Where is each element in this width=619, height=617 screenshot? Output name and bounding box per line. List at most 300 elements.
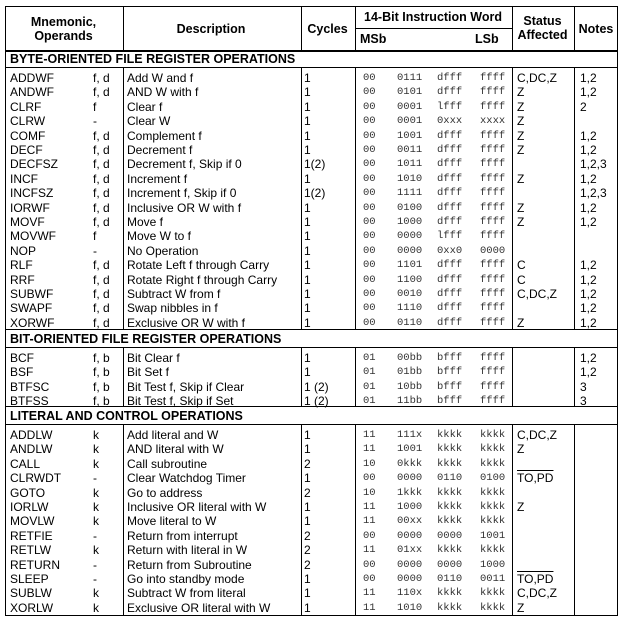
opcode-bits-4: ffff (480, 316, 506, 329)
opcode-bits-4: ffff (480, 100, 506, 113)
cycles-cell: 2 (304, 456, 311, 471)
rule-instruction-word (355, 28, 512, 29)
notes-cell: 1,2 (580, 351, 597, 365)
operands-cell: k (93, 514, 99, 529)
opcode-bits-3: bfff (437, 380, 463, 393)
table-row (5, 457, 618, 472)
rule-v-notes-1 (574, 67, 575, 329)
status-cell: Z (517, 128, 525, 143)
opcode-bits-3: dfff (437, 172, 463, 185)
operands-cell: k (93, 543, 99, 558)
rule-bit-title (5, 347, 618, 348)
opcode-bits-3: bfff (437, 352, 463, 364)
description-cell: Inclusive OR W with f (127, 200, 242, 215)
rule-v-word-3 (355, 424, 356, 615)
opcode-bits-4: ffff (480, 288, 506, 300)
opcode-bits-1: 11 (363, 515, 376, 528)
cycles-cell: 1 (304, 586, 311, 601)
opcode-bits-1: 00 (363, 230, 376, 243)
rule-v-cyc-1 (301, 67, 302, 329)
operands-cell: k (93, 456, 99, 471)
cycles-cell: 1(2) (304, 157, 326, 172)
table-row (5, 543, 618, 558)
operands-cell: f, d (93, 200, 110, 215)
opcode-bits-3: dfff (437, 316, 463, 329)
notes-cell: 1,2 (580, 258, 597, 273)
cycles-cell: 1 (304, 572, 311, 586)
description-cell: AND W with f (127, 85, 199, 100)
description-cell: Move f (127, 215, 164, 229)
table-row (5, 486, 618, 501)
opcode-bits-3: kkkk (437, 587, 463, 600)
opcode-bits-1: 10 (363, 457, 376, 470)
mnemonic-cell: BTFSC (10, 379, 50, 394)
description-cell: Decrement f, Skip if 0 (127, 157, 242, 172)
opcode-bits-3: dfff (437, 72, 463, 84)
cycles-cell: 1 (304, 114, 311, 129)
header-mnemonic-line1: Mnemonic, (30, 15, 97, 29)
opcode-bits-1: 00 (363, 201, 376, 214)
operands-cell: k (93, 600, 99, 615)
mnemonic-cell: BCF (10, 351, 34, 365)
header-notes: Notes (578, 22, 614, 36)
opcode-bits-4: 0100 (480, 472, 506, 485)
header-status (512, 14, 573, 42)
mnemonic-cell: NOP (10, 243, 37, 258)
status-cell: C,DC,Z (517, 428, 557, 442)
rule-v-cyc-h (301, 6, 302, 51)
notes-cell: 3 (580, 379, 587, 394)
cycles-cell: 1 (304, 272, 311, 287)
opcode-bits-2: 1010 (397, 601, 423, 614)
status-cell: C (517, 258, 526, 273)
opcode-bits-1: 01 (363, 395, 376, 408)
notes-cell: 1,2 (580, 301, 597, 316)
mnemonic-cell: CLRF (10, 99, 42, 114)
cycles-cell: 1 (304, 514, 311, 529)
rule-right (617, 6, 618, 616)
status-cell: Z (517, 442, 525, 457)
mnemonic-cell: XORLW (10, 600, 54, 615)
cycles-cell: 2 (304, 557, 311, 572)
opcode-bits-1: 11 (363, 429, 376, 441)
opcode-bits-2: 11bb (397, 395, 423, 408)
opcode-bits-4: ffff (480, 129, 506, 142)
mnemonic-cell: MOVLW (10, 514, 55, 529)
opcode-bits-2: 0000 (397, 472, 423, 485)
notes-cell: 1,2 (580, 315, 597, 330)
mnemonic-cell: INCFSZ (10, 186, 54, 201)
opcode-bits-2: 00bb (397, 352, 423, 364)
table-row (5, 471, 618, 486)
opcode-bits-2: 0010 (397, 288, 423, 300)
opcode-bits-2: 0000 (397, 573, 423, 585)
description-cell: Subtract W from f (127, 287, 221, 301)
opcode-bits-4: kkkk (480, 486, 506, 499)
opcode-bits-2: 1101 (397, 259, 423, 272)
table-row (5, 514, 618, 529)
mnemonic-cell: IORWF (10, 200, 50, 215)
operands-cell: f, d (93, 128, 110, 143)
opcode-bits-3: 0xx0 (437, 244, 463, 257)
operands-cell: - (93, 243, 97, 258)
section-title-bit: BIT-ORIENTED FILE REGISTER OPERATIONS (10, 332, 282, 346)
opcode-bits-1: 01 (363, 366, 376, 379)
mnemonic-cell: ANDLW (10, 442, 53, 457)
opcode-bits-4: ffff (480, 216, 506, 228)
table-row (5, 244, 618, 259)
opcode-bits-3: 0000 (437, 529, 463, 542)
opcode-bits-3: dfff (437, 288, 463, 300)
description-cell: Move literal to W (127, 514, 217, 529)
rule-bottom (5, 615, 618, 616)
mnemonic-cell: SUBWF (10, 287, 54, 301)
opcode-bits-4: ffff (480, 86, 506, 99)
opcode-bits-1: 00 (363, 244, 376, 257)
opcode-bits-1: 00 (363, 144, 376, 156)
description-cell: Clear f (127, 99, 163, 114)
table-row (5, 351, 618, 366)
opcode-bits-4: kkkk (480, 429, 506, 441)
header-cycles: Cycles (307, 22, 348, 36)
notes-cell: 1,2 (580, 128, 597, 143)
mnemonic-cell: RRF (10, 272, 35, 287)
opcode-bits-1: 00 (363, 187, 376, 200)
operands-cell: f, d (93, 287, 110, 301)
opcode-bits-4: ffff (480, 259, 506, 272)
opcode-bits-3: 0110 (437, 472, 463, 485)
opcode-bits-2: 0101 (397, 86, 423, 99)
opcode-bits-1: 00 (363, 172, 376, 185)
table-row (5, 500, 618, 515)
rule-v-notes-2 (574, 347, 575, 406)
opcode-bits-2: 0kkk (397, 457, 423, 470)
opcode-bits-4: kkkk (480, 587, 506, 600)
description-cell: Inclusive OR literal with W (127, 500, 267, 514)
opcode-bits-1: 00 (363, 259, 376, 272)
instruction-set-table (5, 6, 618, 616)
opcode-bits-4: ffff (480, 380, 506, 393)
operands-cell: f, d (93, 215, 110, 229)
notes-cell: 1,2 (580, 215, 597, 229)
table-row (5, 186, 618, 201)
description-cell: AND literal with W (127, 442, 224, 457)
cycles-cell: 1 (2) (304, 379, 329, 394)
table-row (5, 143, 618, 158)
description-cell: Rotate Right f through Carry (127, 272, 278, 287)
rule-header-bottom (5, 50, 618, 52)
opcode-bits-3: dfff (437, 86, 463, 99)
opcode-bits-2: 0001 (397, 115, 423, 128)
opcode-bits-1: 11 (363, 587, 376, 600)
header-status-line1: Status (523, 14, 562, 28)
opcode-bits-3: 0xxx (437, 115, 463, 128)
opcode-bits-3: kkkk (437, 601, 463, 614)
status-cell: Z (517, 143, 525, 157)
rule-v-stat-3 (512, 424, 513, 615)
mnemonic-cell: CLRWDT (10, 471, 62, 486)
opcode-bits-2: 1001 (397, 443, 423, 456)
opcode-bits-3: lfff (437, 100, 463, 113)
opcode-bits-4: ffff (480, 158, 506, 171)
opcode-bits-4: 0000 (480, 244, 506, 257)
cycles-cell: 1 (304, 99, 311, 114)
opcode-bits-3: kkkk (437, 457, 463, 470)
operands-cell: f, d (93, 186, 110, 201)
opcode-bits-4: ffff (480, 395, 506, 408)
cycles-cell: 1 (304, 85, 311, 100)
opcode-bits-4: kkkk (480, 457, 506, 470)
header-mnemonic-line2: Operands (34, 29, 93, 43)
operands-cell: f, b (93, 351, 110, 365)
table-row (5, 586, 618, 601)
description-cell: Complement f (127, 128, 202, 143)
cycles-cell: 1 (304, 600, 311, 615)
notes-cell: 1,2 (580, 200, 597, 215)
cycles-cell: 1 (304, 471, 311, 486)
table-row (5, 601, 618, 616)
opcode-bits-4: 1000 (480, 558, 506, 571)
cycles-cell: 2 (304, 485, 311, 500)
status-cell: Z (517, 600, 525, 615)
opcode-bits-2: 1kkk (397, 486, 423, 499)
mnemonic-cell: ANDWF (10, 85, 54, 100)
opcode-bits-4: ffff (480, 144, 506, 156)
rule-v-stat-h (512, 6, 513, 51)
cycles-cell: 1 (304, 128, 311, 143)
status-cell: C (517, 272, 526, 287)
cycles-cell: 1(2) (304, 186, 326, 201)
description-cell: Clear W (127, 114, 171, 129)
notes-cell: 3 (580, 394, 587, 409)
header-instruction-word: 14-Bit Instruction Word (364, 10, 502, 24)
rule-left (5, 6, 6, 616)
header-status-line2: Affected (517, 28, 568, 42)
mnemonic-cell: ADDLW (10, 428, 53, 442)
description-cell: Increment f, Skip if 0 (127, 186, 237, 201)
opcode-bits-3: dfff (437, 158, 463, 171)
operands-cell: f, d (93, 171, 110, 186)
status-cell: C,DC,Z (517, 71, 557, 85)
operands-cell: k (93, 586, 99, 601)
opcode-bits-2: 0000 (397, 230, 423, 243)
notes-cell: 1,2 (580, 287, 597, 301)
opcode-bits-4: kkkk (480, 443, 506, 456)
cycles-cell: 1 (2) (304, 394, 329, 409)
opcode-bits-2: 10bb (397, 380, 423, 393)
table-row (5, 85, 618, 100)
cycles-cell: 1 (304, 500, 311, 514)
status-cell: Z (517, 114, 525, 129)
opcode-bits-2: 111x (397, 429, 423, 441)
rule-v-word-1 (355, 67, 356, 329)
rule-v-stat-2 (512, 347, 513, 406)
description-cell: Bit Test f, Skip if Set (127, 394, 234, 409)
table-row (5, 365, 618, 380)
table-row (5, 258, 618, 273)
table-row (5, 129, 618, 144)
status-cell: Z (517, 200, 525, 215)
mnemonic-cell: COMF (10, 128, 46, 143)
table-row (5, 114, 618, 129)
cycles-cell: 1 (304, 287, 311, 301)
rule-v-notes-3 (574, 424, 575, 615)
opcode-bits-1: 10 (363, 486, 376, 499)
opcode-bits-3: lfff (437, 230, 463, 243)
description-cell: Call subroutine (127, 456, 208, 471)
status-cell: Z (517, 215, 525, 229)
notes-cell: 1,2 (580, 85, 597, 100)
opcode-bits-3: dfff (437, 187, 463, 200)
opcode-bits-2: 1000 (397, 216, 423, 228)
rule-v-notes-h (574, 6, 575, 51)
opcode-bits-4: 0011 (480, 573, 506, 585)
opcode-bits-3: dfff (437, 201, 463, 214)
opcode-bits-3: kkkk (437, 486, 463, 499)
operands-cell: f (93, 229, 97, 244)
operands-cell: f, d (93, 258, 110, 273)
operands-cell: f, d (93, 157, 110, 172)
cycles-cell: 1 (304, 315, 311, 330)
table-row (5, 442, 618, 457)
rule-v-desc-2 (123, 347, 124, 406)
rule-v-word-2 (355, 347, 356, 406)
operands-cell: f, d (93, 272, 110, 287)
opcode-bits-1: 00 (363, 316, 376, 329)
opcode-bits-4: ffff (480, 201, 506, 214)
opcode-bits-2: 110x (397, 587, 423, 600)
table-row (5, 529, 618, 544)
operands-cell: k (93, 485, 99, 500)
opcode-bits-2: 0000 (397, 529, 423, 542)
description-cell: Decrement f (127, 143, 193, 157)
rule-v-cyc-2 (301, 347, 302, 406)
table-row (5, 273, 618, 288)
opcode-bits-1: 00 (363, 529, 376, 542)
operands-cell: k (93, 428, 99, 442)
opcode-bits-1: 00 (363, 72, 376, 84)
opcode-bits-1: 11 (363, 544, 376, 557)
operands-cell: f, d (93, 315, 110, 330)
opcode-bits-2: 01bb (397, 366, 423, 379)
opcode-bits-2: 1000 (397, 501, 423, 513)
table-row (5, 201, 618, 216)
status-cell: TO,PD (517, 471, 554, 486)
opcode-bits-2: 0011 (397, 144, 423, 156)
opcode-bits-1: 00 (363, 86, 376, 99)
cycles-cell: 1 (304, 301, 311, 316)
operands-cell: k (93, 442, 99, 457)
cycles-cell: 2 (304, 528, 311, 543)
description-cell: Bit Test f, Skip if Clear (127, 379, 245, 394)
notes-cell: 1,2 (580, 143, 597, 157)
description-cell: Return from Subroutine (127, 557, 252, 572)
description-cell: Return from interrupt (127, 528, 238, 543)
description-cell: Add W and f (127, 71, 194, 85)
rule-v-desc-h (123, 6, 124, 51)
opcode-bits-2: 0100 (397, 201, 423, 214)
mnemonic-cell: CALL (10, 456, 41, 471)
opcode-bits-3: dfff (437, 273, 463, 286)
opcode-bits-3: kkkk (437, 429, 463, 441)
opcode-bits-4: kkkk (480, 515, 506, 528)
opcode-bits-4: ffff (480, 366, 506, 379)
table-row (5, 380, 618, 395)
operands-cell: f, b (93, 365, 110, 380)
notes-cell: 1,2 (580, 171, 597, 186)
opcode-bits-4: xxxx (480, 115, 506, 128)
mnemonic-cell: BSF (10, 365, 34, 380)
description-cell: Clear Watchdog Timer (127, 471, 246, 486)
description-cell: Subtract W from literal (127, 586, 246, 601)
mnemonic-cell: SLEEP (10, 572, 49, 586)
opcode-bits-4: ffff (480, 302, 506, 315)
table-row (5, 172, 618, 187)
opcode-bits-3: kkkk (437, 501, 463, 513)
rule-v-stat-1 (512, 67, 513, 329)
opcode-bits-2: 0000 (397, 558, 423, 571)
cycles-cell: 1 (304, 365, 311, 380)
description-cell: Exclusive OR W with f (127, 315, 246, 330)
opcode-bits-1: 11 (363, 601, 376, 614)
opcode-bits-3: kkkk (437, 443, 463, 456)
status-cell: Z (517, 315, 525, 330)
rule-v-cyc-3 (301, 424, 302, 615)
opcode-bits-3: 0000 (437, 558, 463, 571)
mnemonic-cell: INCF (10, 171, 38, 186)
cycles-cell: 2 (304, 543, 311, 558)
operands-cell: f (93, 99, 97, 114)
cycles-cell: 1 (304, 171, 311, 186)
notes-cell: 1,2 (580, 272, 597, 287)
mnemonic-cell: BTFSS (10, 394, 49, 409)
description-cell: Return with literal in W (127, 543, 248, 558)
description-cell: Move W to f (127, 229, 192, 244)
mnemonic-cell: DECFSZ (10, 157, 58, 172)
operands-cell: - (93, 557, 97, 572)
description-cell: Exclusive OR literal with W (127, 600, 271, 615)
mnemonic-cell: RETURN (10, 557, 60, 572)
opcode-bits-2: 1011 (397, 158, 423, 171)
opcode-bits-3: dfff (437, 259, 463, 272)
opcode-bits-2: 1111 (397, 187, 423, 200)
opcode-bits-1: 11 (363, 443, 376, 456)
operands-cell: k (93, 500, 99, 514)
opcode-bits-2: 01xx (397, 544, 423, 557)
mnemonic-cell: DECF (10, 143, 43, 157)
cycles-cell: 1 (304, 243, 311, 258)
header-description: Description (176, 22, 246, 36)
mnemonic-cell: MOVWF (10, 229, 56, 244)
operands-cell: - (93, 572, 97, 586)
opcode-bits-2: 0111 (397, 72, 423, 84)
cycles-cell: 1 (304, 143, 311, 157)
operands-cell: f, b (93, 394, 110, 409)
status-cell: Z (517, 85, 525, 100)
description-cell: Swap nibbles in f (127, 301, 218, 316)
opcode-bits-1: 00 (363, 216, 376, 228)
opcode-bits-3: bfff (437, 366, 463, 379)
cycles-cell: 1 (304, 351, 311, 365)
mnemonic-cell: RLF (10, 258, 33, 273)
header-mnemonic (5, 15, 122, 43)
mnemonic-cell: MOVF (10, 215, 45, 229)
opcode-bits-2: 1100 (397, 273, 423, 286)
notes-cell: 1,2,3 (580, 157, 607, 172)
table-row (5, 572, 618, 587)
operands-cell: - (93, 471, 97, 486)
status-cell: Z (517, 171, 525, 186)
